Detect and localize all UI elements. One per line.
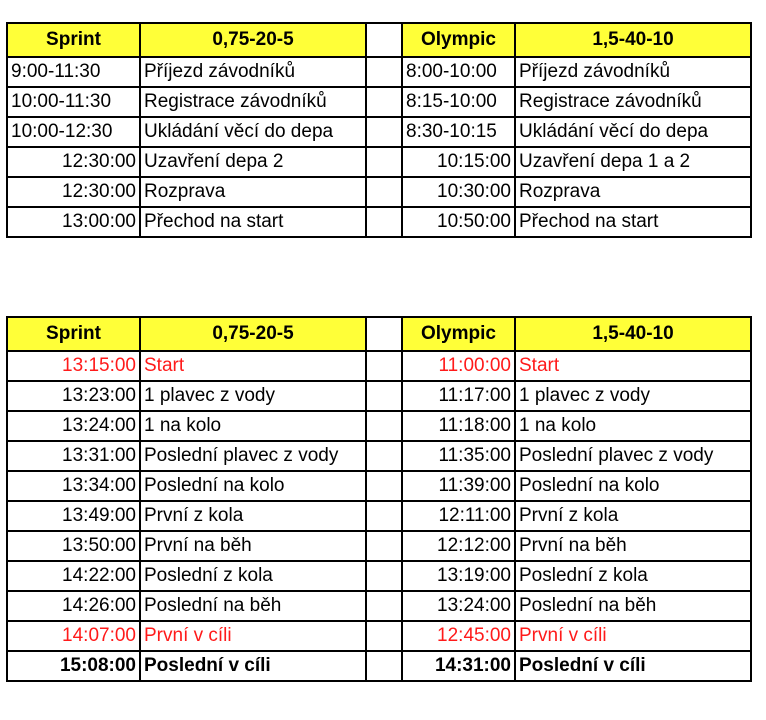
column-gap <box>366 411 402 441</box>
olympic-activity: Přechod na start <box>515 207 751 237</box>
column-gap <box>366 177 402 207</box>
olympic-activity: 1 na kolo <box>515 411 751 441</box>
olympic-time: 10:15:00 <box>402 147 515 177</box>
sprint-activity: Přechod na start <box>140 207 366 237</box>
olympic-time: 11:17:00 <box>402 381 515 411</box>
column-gap <box>366 57 402 87</box>
sprint-header: Sprint <box>7 317 140 351</box>
olympic-activity: Poslední plavec z vody <box>515 441 751 471</box>
olympic-activity: První v cíli <box>515 621 751 651</box>
column-gap <box>366 23 402 57</box>
column-gap <box>366 147 402 177</box>
table-row <box>7 351 751 381</box>
sprint-time: 13:50:00 <box>7 531 140 561</box>
sprint-activity: 1 na kolo <box>140 411 366 441</box>
column-gap <box>366 207 402 237</box>
sprint-time: 14:22:00 <box>7 561 140 591</box>
table-row <box>7 57 751 87</box>
column-gap <box>366 501 402 531</box>
sprint-time: 13:49:00 <box>7 501 140 531</box>
column-gap <box>366 351 402 381</box>
column-gap <box>366 471 402 501</box>
table-row <box>7 87 751 117</box>
sprint-activity: Registrace závodníků <box>140 87 366 117</box>
sprint-time: 13:15:00 <box>7 351 140 381</box>
sprint-activity: Poslední v cíli <box>140 651 366 681</box>
olympic-activity: Poslední v cíli <box>515 651 751 681</box>
olympic-activity: Poslední na kolo <box>515 471 751 501</box>
sprint-time: 14:26:00 <box>7 591 140 621</box>
race-schedule-table <box>6 316 752 682</box>
olympic-time: 13:19:00 <box>402 561 515 591</box>
sprint-activity: Rozprava <box>140 177 366 207</box>
olympic-time: 14:31:00 <box>402 651 515 681</box>
sprint-activity: Poslední z kola <box>140 561 366 591</box>
olympic-time: 10:30:00 <box>402 177 515 207</box>
column-gap <box>366 591 402 621</box>
table-row <box>7 471 751 501</box>
column-gap <box>366 621 402 651</box>
olympic-activity: Ukládání věcí do depa <box>515 117 751 147</box>
olympic-time: 8:15-10:00 <box>402 87 515 117</box>
table-row <box>7 177 751 207</box>
column-gap <box>366 531 402 561</box>
table-row <box>7 531 751 561</box>
sprint-distance-header: 0,75-20-5 <box>140 23 366 57</box>
sprint-activity: 1 plavec z vody <box>140 381 366 411</box>
table-row <box>7 501 751 531</box>
olympic-time: 12:12:00 <box>402 531 515 561</box>
olympic-activity: 1 plavec z vody <box>515 381 751 411</box>
table-row <box>7 561 751 591</box>
sprint-activity: Start <box>140 351 366 381</box>
column-gap <box>366 317 402 351</box>
sprint-activity: První z kola <box>140 501 366 531</box>
sprint-activity: První v cíli <box>140 621 366 651</box>
header-row <box>7 317 751 351</box>
sprint-time: 13:23:00 <box>7 381 140 411</box>
olympic-time: 11:00:00 <box>402 351 515 381</box>
table-row <box>7 381 751 411</box>
olympic-distance-header: 1,5-40-10 <box>515 317 751 351</box>
column-gap <box>366 381 402 411</box>
sprint-time: 15:08:00 <box>7 651 140 681</box>
olympic-time: 8:00-10:00 <box>402 57 515 87</box>
sprint-activity: Uzavření depa 2 <box>140 147 366 177</box>
table-row <box>7 441 751 471</box>
olympic-activity: Příjezd závodníků <box>515 57 751 87</box>
olympic-activity: Registrace závodníků <box>515 87 751 117</box>
table-row <box>7 411 751 441</box>
table-row <box>7 147 751 177</box>
sprint-activity: Ukládání věcí do depa <box>140 117 366 147</box>
sprint-time: 9:00-11:30 <box>7 57 140 87</box>
olympic-activity: Poslední z kola <box>515 561 751 591</box>
sprint-activity: Poslední plavec z vody <box>140 441 366 471</box>
sprint-time: 12:30:00 <box>7 177 140 207</box>
sprint-time: 13:34:00 <box>7 471 140 501</box>
header-row <box>7 23 751 57</box>
column-gap <box>366 117 402 147</box>
olympic-time: 13:24:00 <box>402 591 515 621</box>
table-row <box>7 591 751 621</box>
column-gap <box>366 87 402 117</box>
olympic-time: 10:50:00 <box>402 207 515 237</box>
sprint-time: 13:00:00 <box>7 207 140 237</box>
olympic-activity: Uzavření depa 1 a 2 <box>515 147 751 177</box>
olympic-time: 11:18:00 <box>402 411 515 441</box>
column-gap <box>366 561 402 591</box>
column-gap <box>366 441 402 471</box>
sprint-time: 10:00-11:30 <box>7 87 140 117</box>
table-row <box>7 207 751 237</box>
olympic-time: 12:11:00 <box>402 501 515 531</box>
olympic-activity: Start <box>515 351 751 381</box>
sprint-activity: Poslední na běh <box>140 591 366 621</box>
olympic-activity: První na běh <box>515 531 751 561</box>
table-row <box>7 117 751 147</box>
table-row <box>7 621 751 651</box>
olympic-activity: Rozprava <box>515 177 751 207</box>
arrival-schedule-table <box>6 22 752 238</box>
sprint-header: Sprint <box>7 23 140 57</box>
olympic-time: 12:45:00 <box>402 621 515 651</box>
sprint-time: 14:07:00 <box>7 621 140 651</box>
sprint-activity: Příjezd závodníků <box>140 57 366 87</box>
olympic-distance-header: 1,5-40-10 <box>515 23 751 57</box>
sprint-time: 10:00-12:30 <box>7 117 140 147</box>
sprint-activity: Poslední na kolo <box>140 471 366 501</box>
sprint-activity: První na běh <box>140 531 366 561</box>
olympic-time: 11:35:00 <box>402 441 515 471</box>
olympic-time: 8:30-10:15 <box>402 117 515 147</box>
olympic-activity: Poslední na běh <box>515 591 751 621</box>
sprint-distance-header: 0,75-20-5 <box>140 317 366 351</box>
sprint-time: 13:31:00 <box>7 441 140 471</box>
table-row <box>7 651 751 681</box>
olympic-time: 11:39:00 <box>402 471 515 501</box>
column-gap <box>366 651 402 681</box>
sprint-time: 13:24:00 <box>7 411 140 441</box>
olympic-header: Olympic <box>402 317 515 351</box>
olympic-activity: První z kola <box>515 501 751 531</box>
sprint-time: 12:30:00 <box>7 147 140 177</box>
olympic-header: Olympic <box>402 23 515 57</box>
